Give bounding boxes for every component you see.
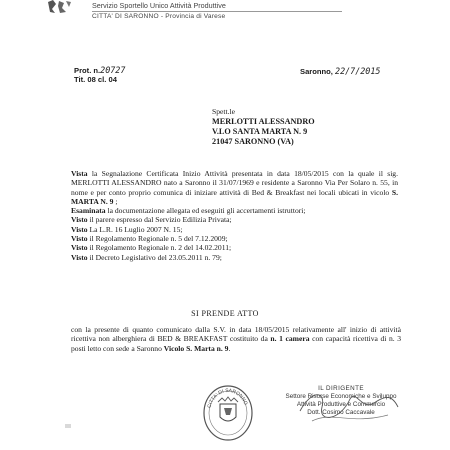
recipient-name: MERLOTTI ALESSANDRO xyxy=(212,117,315,126)
paragraph-esaminata: Esaminata la documentazione allegata ed eseguiti gli accertamenti istruttori; xyxy=(71,206,306,216)
protocol-label: Prot. n. xyxy=(74,66,101,75)
letterhead-department: Servizio Sportello Unico Attività Produttive xyxy=(92,1,226,10)
protocol-number-line xyxy=(74,66,125,75)
protocol-number: 20727 xyxy=(100,65,126,75)
place-date xyxy=(300,66,380,76)
municipal-stamp-icon xyxy=(202,384,254,442)
svg-text:CITTA' DI SARONNO: CITTA' DI SARONNO xyxy=(206,387,249,409)
signature-service: Attività Produttive e Commercio xyxy=(296,401,386,408)
recipient-salutation: Spett.le xyxy=(212,107,235,116)
signature-block xyxy=(276,385,406,417)
city-crest-icon xyxy=(46,0,72,14)
paragraph-vista: Vista la Segnalazione Certificata Inizio Attività presentata in data 18/05/2015 con la quale il sig. MERLOTTI ALESSANDRO nato a Saronno il 31/07/1969 e residente a Saronno Via Per Solaro n. 55, in nome e per conto proprio comunica di iniziare attività di Bed & Breakfast nei locali ubicati in vicolo S. MARTA N. 9 ; xyxy=(71,169,398,206)
date: 22/7/2015 xyxy=(335,66,381,76)
paragraph-visto-1: Visto il parere espresso dal Servizio Edilizia Privata; xyxy=(71,215,232,225)
handwritten-signature xyxy=(292,381,402,429)
recipient-street: V.LO SANTA MARTA N. 9 xyxy=(212,127,308,136)
paragraph-visto-3: Visto il Regolamento Regionale n. 5 del 7.12.2009; xyxy=(71,234,228,244)
place: Saronno, xyxy=(300,67,333,76)
title-class-line: Tit. 08 cl. 04 xyxy=(74,75,117,84)
paragraph-visto-4: Visto il Regolamento Regionale n. 2 del 14.02.2011; xyxy=(71,243,232,253)
recipient-city: 21047 SARONNO (VA) xyxy=(212,137,294,146)
document-body xyxy=(71,169,398,262)
document-body-conclusion: con la presente di quanto comunicato dalla S.V. in data 18/05/2015 relativamente all' inizio di attività ricettiva non alberghiera di BED & BREAKFAST costituito da n. 1 camera con capacità ricettiva di n. 3 posti letto con sede a Saronno Vicolo S. Marta n. 9. xyxy=(71,325,402,353)
protocol-block xyxy=(74,66,125,84)
letterhead-rule xyxy=(92,11,342,12)
signature-role: IL DIRIGENTE xyxy=(318,385,364,392)
signature-sector: Settore Risorse Economiche e Sviluppo xyxy=(285,393,397,400)
paragraph-visto-2: Visto La L.R. 16 Luglio 2007 N. 15; xyxy=(71,224,183,234)
signature-name: Dott. Cosimo Caccavale xyxy=(307,409,375,416)
margin-mark xyxy=(65,424,71,428)
recipient-block xyxy=(212,107,315,147)
paragraph-visto-5: Visto il Decreto Legislativo del 23.05.2011 n. 79; xyxy=(71,252,222,262)
section-heading: SI PRENDE ATTO xyxy=(191,309,259,318)
letterhead-city: CITTA' DI SARONNO - Provincia di Varese xyxy=(92,13,226,20)
